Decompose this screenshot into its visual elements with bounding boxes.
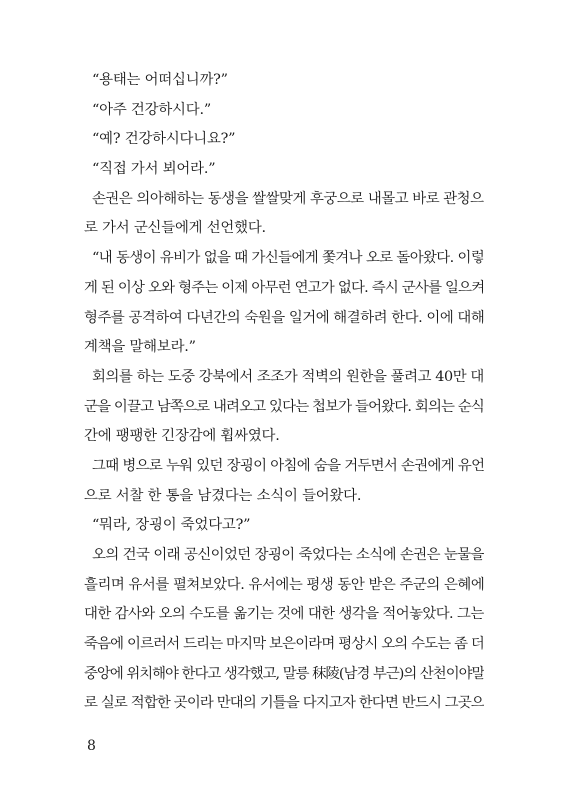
text-line: 회의를 하는 도중 강북에서 조조가 적벽의 원한을 풀려고 40만 대 xyxy=(92,368,484,385)
text-line: 중앙에 위치해야 한다고 생각했고, 말릉 秣陵(남경 부근)의 산천이야말 xyxy=(84,665,484,682)
text-line: “직접 가서 뵈어라.” xyxy=(92,161,216,178)
text-line: 간에 팽팽한 긴장감에 휩싸였다. xyxy=(84,428,280,445)
text-line: 계책을 말해보라.” xyxy=(84,339,196,356)
page-number: 8 xyxy=(87,738,96,754)
text-line: 으로 서찰 한 통을 남겼다는 소식이 들어왔다. xyxy=(84,487,362,504)
text-line: 로 가서 군신들에게 선언했다. xyxy=(84,220,266,237)
text-line: 죽음에 이르러서 드리는 마지막 보은이라며 평상시 오의 수도는 좀 더 xyxy=(84,636,484,653)
text-line: “예? 건강하시다니요?” xyxy=(92,131,236,148)
body-text xyxy=(84,66,484,719)
text-line: 흘리며 유서를 펼쳐보았다. 유서에는 평생 동안 받은 주군의 은혜에 xyxy=(84,576,484,593)
text-line: 로 실로 적합한 곳이라 만대의 기틀을 다지고자 한다면 반드시 그곳으 xyxy=(84,695,484,712)
text-line: 형주를 공격하여 다년간의 숙원을 일거에 해결하려 한다. 이에 대해 xyxy=(84,309,484,326)
text-line: “용태는 어떠십니까?” xyxy=(92,72,228,88)
text-line: 군을 이끌고 남쪽으로 내려오고 있다는 첩보가 들어왔다. 회의는 순식 xyxy=(84,398,484,415)
text-line: “뭐라, 장굉이 죽었다고?” xyxy=(92,517,251,534)
text-line: “아주 건강하시다.” xyxy=(92,101,211,118)
text-line: 손권은 의아해하는 동생을 쌀쌀맞게 후궁으로 내몰고 바로 관청으 xyxy=(92,190,484,207)
text-line: 그때 병으로 누워 있던 장굉이 아침에 숨을 거두면서 손권에게 유언 xyxy=(92,457,484,474)
text-line: “내 동생이 유비가 없을 때 가신들에게 쫓겨나 오로 돌아왔다. 이렇 xyxy=(92,250,484,267)
text-line: 오의 건국 이래 공신이었던 장굉이 죽었다는 소식에 손권은 눈물을 xyxy=(92,547,484,563)
text-line: 대한 감사와 오의 수도를 옮기는 것에 대한 생각을 적어놓았다. 그는 xyxy=(84,606,484,623)
text-line: 게 된 이상 오와 형주는 이제 아무런 연고가 없다. 즉시 군사를 일으켜 xyxy=(84,279,484,296)
